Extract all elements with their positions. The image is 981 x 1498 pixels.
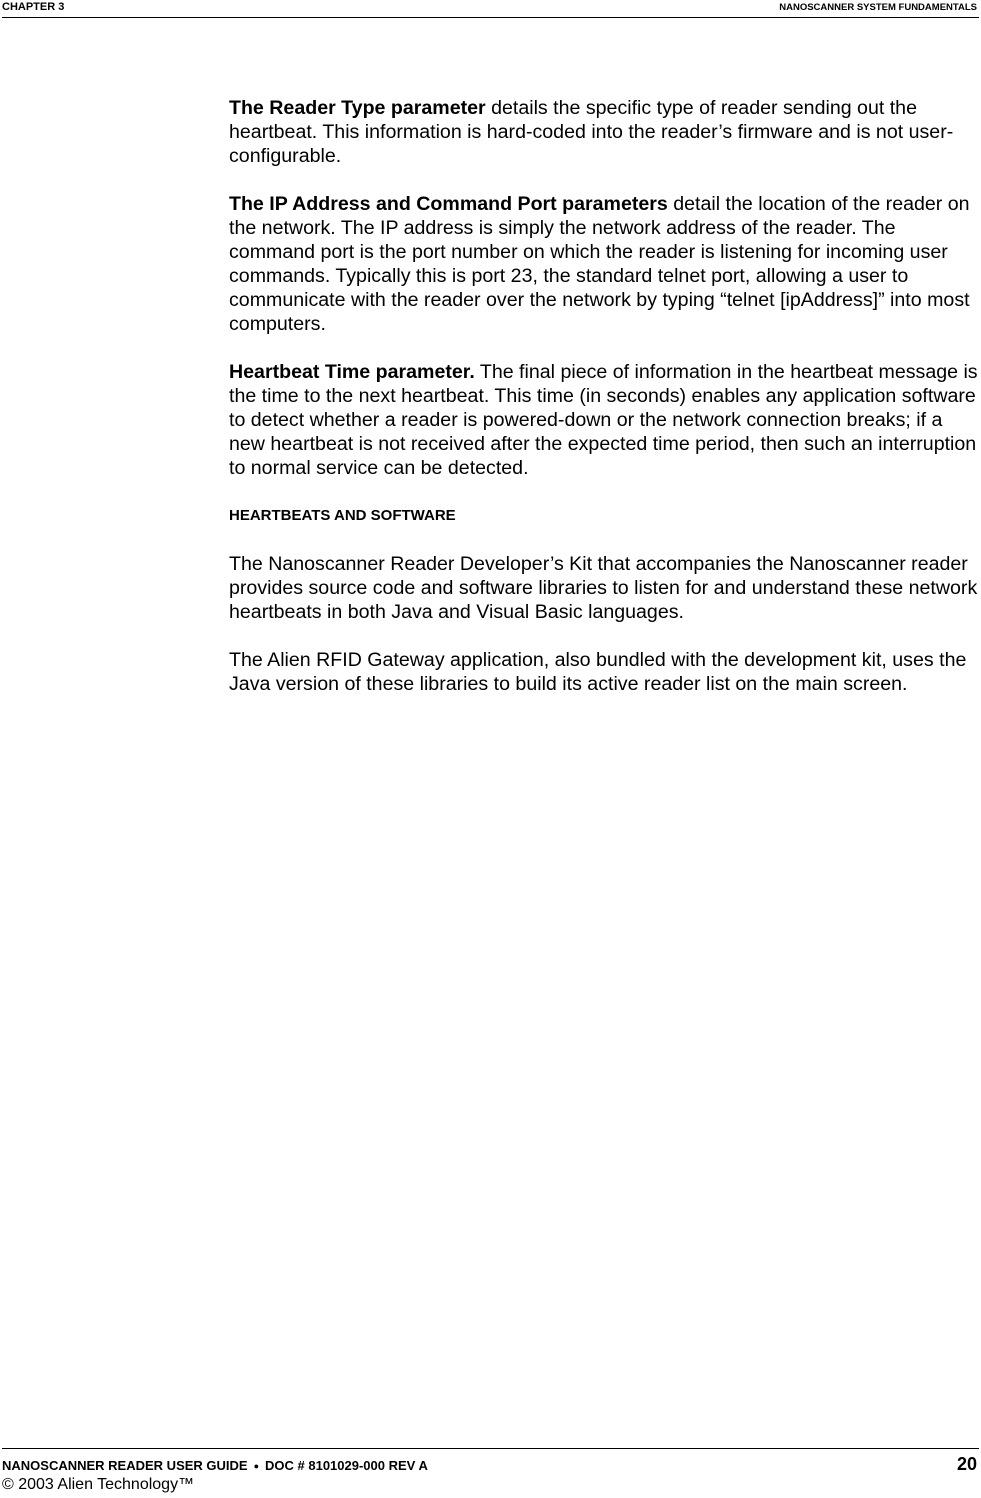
running-footer: [2, 1448, 979, 1498]
page-number: 20: [956, 1454, 977, 1474]
ip-address-lead: The IP Address and Command Port parameters: [229, 193, 668, 215]
reader-type-text: details the specific type of reader sending out the heartbeat. This information is hard-coded into the reader’s firmware and is not user-configurable.: [229, 97, 954, 167]
reader-type-lead: The Reader Type parameter: [229, 97, 486, 119]
chapter-label: CHAPTER 3: [2, 1, 65, 13]
reader-type-paragraph: [229, 96, 981, 168]
bullet-icon: ●: [253, 1461, 260, 1471]
section-title: [779, 0, 977, 15]
ip-address-text: detail the location of the reader on the network. The IP address is simply the network address of the reader. The command port is the port number on which the reader is listening for incoming user commands. Typically this is port 23, the standard telnet port, allowing a user to communicate with the reader over the network by typing “telnet [ipAddress]” into most computers.: [229, 193, 970, 335]
section-heading: HEARTBEATS AND SOFTWARE: [229, 507, 456, 524]
heartbeat-time-paragraph: [229, 360, 981, 480]
guide-title: NANOSCANNER READER USER GUIDE: [2, 1458, 248, 1473]
footer-doc-line: [2, 1458, 428, 1474]
copyright: © 2003 Alien Technology™: [2, 1476, 195, 1493]
gateway-paragraph: The Alien RFID Gateway application, also bundled with the development kit, uses the Java version of these libraries to build its active reader list on the main screen.: [229, 649, 967, 695]
developer-kit-paragraph: The Nanoscanner Reader Developer’s Kit that accompanies the Nanoscanner reader provides source code and software libraries to listen for and understand these network heartbeats in both Java and Visual Basic languages.: [229, 553, 978, 623]
doc-number: DOC # 8101029-000 REV A: [265, 1458, 428, 1473]
ip-address-paragraph: [229, 192, 981, 336]
section-title-text: NANOSCANNER SYSTEM FUNDAMENTALS: [779, 2, 977, 13]
page-body: [229, 96, 981, 720]
running-header: [2, 0, 979, 18]
heartbeat-time-lead: Heartbeat Time parameter.: [229, 361, 475, 383]
heartbeat-time-text: The final piece of information in the heartbeat message is the time to the next heartbeat. This time (in seconds) enables any application software to detect whether a reader is powered-down or the network connection breaks; if a new heartbeat is not received after the expected time period, then such an interruption to normal service can be detected.: [229, 361, 978, 479]
